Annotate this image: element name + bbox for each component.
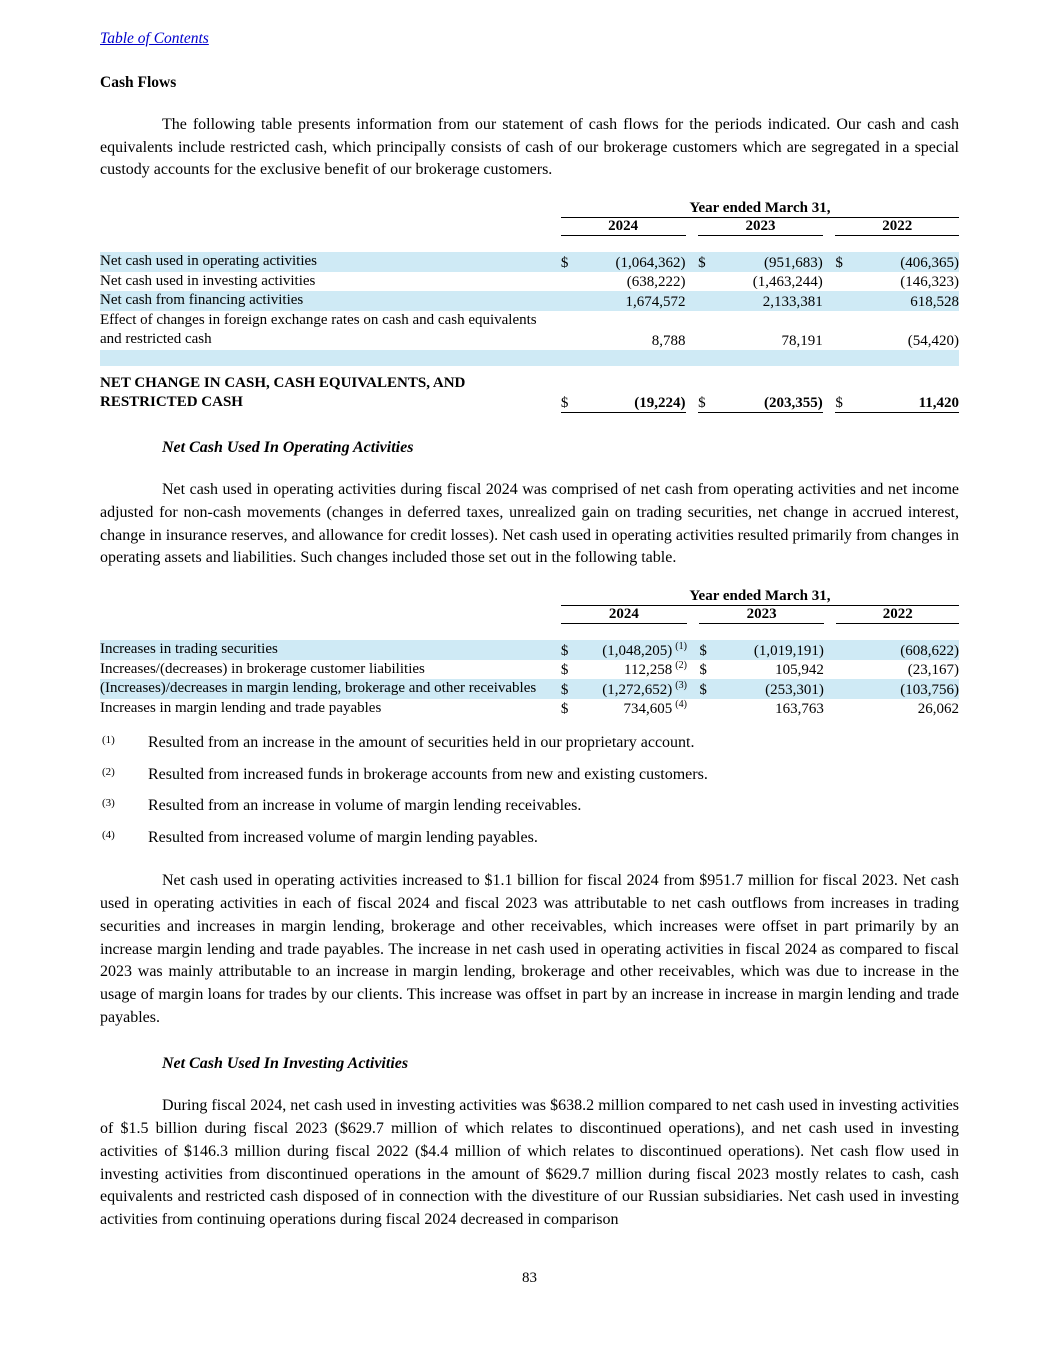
table-row (100, 640, 959, 660)
row-label: Net cash used in operating activities (100, 253, 318, 270)
row-value: 1,674,572 (625, 293, 686, 310)
row-currency (561, 291, 582, 311)
row-currency (561, 311, 582, 350)
row-currency: $ (560, 681, 569, 698)
row-value: 26,062 (917, 701, 959, 718)
row-value: (146,323) (900, 274, 959, 291)
row-currency (836, 679, 856, 699)
row-currency (836, 660, 856, 680)
footnote-ref: (4) (675, 699, 687, 711)
spacer-row (100, 624, 959, 641)
row-value: (1,463,244) (752, 274, 823, 291)
footnote-text: Resulted from an increase in the amount of securities held in our proprietary account. (148, 734, 695, 752)
row-value (581, 699, 687, 719)
row-value: (253,301) (765, 681, 824, 698)
row-currency (836, 640, 856, 660)
operating-discussion-paragraph: Net cash used in operating activities increased to $1.1 billion for fiscal 2024 from $951.7 million for fiscal 2023. Net cash used in operating activities in each of fiscal 2024 and fiscal 2023 was attributable to net cash outflows from increases in trading securities and increases in margin lending, brokerage and other receivables, which increases were offset in part primarily by an increase margin lending and trade payables. The increase in net cash used in operating activities in fiscal 2024 as compared to fiscal 2023 was mainly attributable to an increase in margin lending, brokerage and other receivables, which was due to increase in the usage of margin loans for trades by our clients. This increase was offset in part by an increase in increase in margin lending and trade payables. (100, 872, 959, 1026)
table1-group-header: Year ended March 31, (561, 200, 959, 218)
row-value-text: 112,258 (624, 662, 673, 679)
row-label: Net cash used in investing activities (100, 272, 316, 289)
row-label: Effect of changes in foreign exchange rates on cash and cash equivalents and restricted cash (100, 311, 537, 348)
page-number: 83 (522, 1269, 537, 1286)
total-row-label: NET CHANGE IN CASH, CASH EQUIVALENTS, AND RESTRICTED CASH (100, 374, 466, 411)
table-column-header-row (100, 218, 959, 236)
spacer-row (100, 366, 959, 374)
table-row (100, 252, 959, 272)
page-title: Cash Flows (100, 74, 177, 91)
investing-activities-paragraph: During fiscal 2024, net cash used in investing activities was $638.2 million compared to net cash used in investing activities of $1.5 billion during fiscal 2023 ($629.7 million of which relates to discontinued operations), and net cash used in investing activities of $146.3 million during fiscal 2022 ($4.4 million of which relates to discontinued operations). Net cash flow used in investing activities from discontinued operations in the amount of $629.7 million during fiscal 2023 mostly relates to cash, cash equivalents and restricted cash disposed of in connection with the divestiture of our Russian subsidiaries. Net cash used in investing activities from continuing operations during fiscal 2024 decreased in comparison (100, 1097, 959, 1229)
footnote-text: Resulted from increased funds in brokerage accounts from new and existing customers. (148, 765, 708, 783)
row-value: (23,167) (907, 662, 959, 679)
spacer-row (100, 236, 959, 253)
operating-activities-paragraph: Net cash used in operating activities during fiscal 2024 was comprised of net cash from operating activities and net income adjusted for non-cash movements (changes in deferred taxes, unrealized gain on trading securities, net change in accrued interest, change in insurance reserves, and allowance for credit losses). Net cash used in operating activities resulted primarily from changes in operating assets and liabilities. Such changes included those set out in the following table. (100, 481, 959, 567)
total-currency: $ (698, 395, 706, 412)
row-value-text: (1,272,652) (602, 681, 673, 698)
operating-changes-table (100, 588, 959, 718)
footnote-ref: (3) (675, 679, 687, 691)
footnote-item (100, 827, 959, 849)
row-value: (1,019,191) (753, 642, 824, 659)
row-value: (103,756) (900, 681, 959, 698)
row-value: (608,622) (900, 642, 959, 659)
total-underline-row (100, 413, 959, 414)
row-currency: $ (699, 681, 707, 698)
footnote-item (100, 732, 959, 754)
table2-col-2023: 2023 (699, 606, 823, 624)
footnote-marker: (1) (102, 734, 115, 747)
table-row (100, 311, 959, 350)
row-currency (698, 311, 719, 350)
row-value: 163,763 (775, 701, 824, 718)
table-group-header-row (100, 200, 959, 218)
footnote-ref: (1) (675, 640, 687, 652)
total-value: (19,224) (634, 395, 686, 412)
table1-col-2023: 2023 (698, 218, 823, 236)
table-row (100, 679, 959, 699)
total-currency: $ (560, 395, 569, 412)
table-group-header-row (100, 588, 959, 606)
row-label: (Increases)/decreases in margin lending, brokerage and other receivables (100, 680, 537, 697)
row-currency: $ (560, 701, 569, 718)
row-value: (54,420) (907, 332, 959, 349)
row-value: 78,191 (781, 332, 823, 349)
row-value-text: (1,048,205) (602, 642, 673, 659)
total-value: (203,355) (764, 395, 823, 412)
row-currency: $ (699, 642, 707, 659)
row-currency (698, 272, 719, 292)
footnote-text: Resulted from an increase in volume of margin lending receivables. (148, 797, 582, 815)
row-currency: $ (560, 662, 569, 679)
table2-group-header: Year ended March 31, (561, 588, 959, 606)
row-currency (561, 272, 582, 292)
table2-col-2024: 2024 (561, 606, 687, 624)
footnote-list (100, 732, 959, 848)
row-currency (699, 699, 719, 719)
row-value (581, 679, 687, 699)
table-column-header-row (100, 606, 959, 624)
row-value: 8,788 (651, 332, 686, 349)
row-value (581, 660, 687, 680)
subheading-investing-activities: Net Cash Used In Investing Activities (162, 1055, 409, 1073)
table-of-contents-link[interactable]: Table of Contents (100, 30, 209, 47)
row-value: (951,683) (764, 254, 823, 271)
row-label: Increases/(decreases) in brokerage customer liabilities (100, 660, 425, 677)
row-currency: $ (835, 254, 843, 271)
row-value: (406,365) (900, 254, 959, 271)
subheading-operating-activities: Net Cash Used In Operating Activities (162, 439, 414, 457)
table1-col-2022: 2022 (835, 218, 959, 236)
row-value (581, 640, 687, 660)
row-value: 105,942 (775, 662, 824, 679)
row-label: Increases in margin lending and trade payables (100, 699, 382, 716)
footnote-marker: (3) (102, 797, 115, 810)
table-row (100, 272, 959, 292)
row-value: 2,133,381 (762, 293, 823, 310)
footnote-item (100, 795, 959, 817)
row-value: (638,222) (626, 274, 686, 291)
row-currency: $ (560, 642, 569, 659)
row-label: Net cash from financing activities (100, 292, 304, 309)
footnote-ref: (2) (675, 660, 687, 672)
row-currency: $ (699, 662, 707, 679)
row-value: (1,064,362) (615, 254, 686, 271)
table2-col-2022: 2022 (836, 606, 959, 624)
table1-col-2024: 2024 (561, 218, 686, 236)
row-currency (836, 699, 856, 719)
table-total-row (100, 374, 959, 413)
footnote-marker: (2) (102, 765, 115, 778)
row-currency (835, 291, 856, 311)
shaded-spacer-row (100, 350, 959, 366)
row-currency (835, 311, 856, 350)
cash-flow-summary-table (100, 200, 959, 413)
total-currency: $ (835, 395, 843, 412)
intro-paragraph: The following table presents information from our statement of cash flows for the periods indicated. Our cash and cash equivalents include restricted cash, which principally consists of cash of our brokerage customers which are segregated in a special custody accounts for the exclusive benefit of our brokerage customers. (100, 116, 959, 179)
row-value-text: 734,605 (623, 701, 673, 718)
table-row (100, 660, 959, 680)
total-value: 11,420 (918, 395, 959, 412)
row-currency: $ (698, 254, 706, 271)
footnote-marker: (4) (102, 828, 115, 841)
row-currency (835, 272, 856, 292)
footnote-item (100, 764, 959, 786)
table-row (100, 291, 959, 311)
row-currency: $ (560, 254, 569, 271)
footnote-text: Resulted from increased volume of margin lending payables. (148, 828, 538, 846)
row-label: Increases in trading securities (100, 641, 278, 658)
row-value: 618,528 (910, 293, 959, 310)
row-currency (698, 291, 719, 311)
table-row (100, 699, 959, 719)
